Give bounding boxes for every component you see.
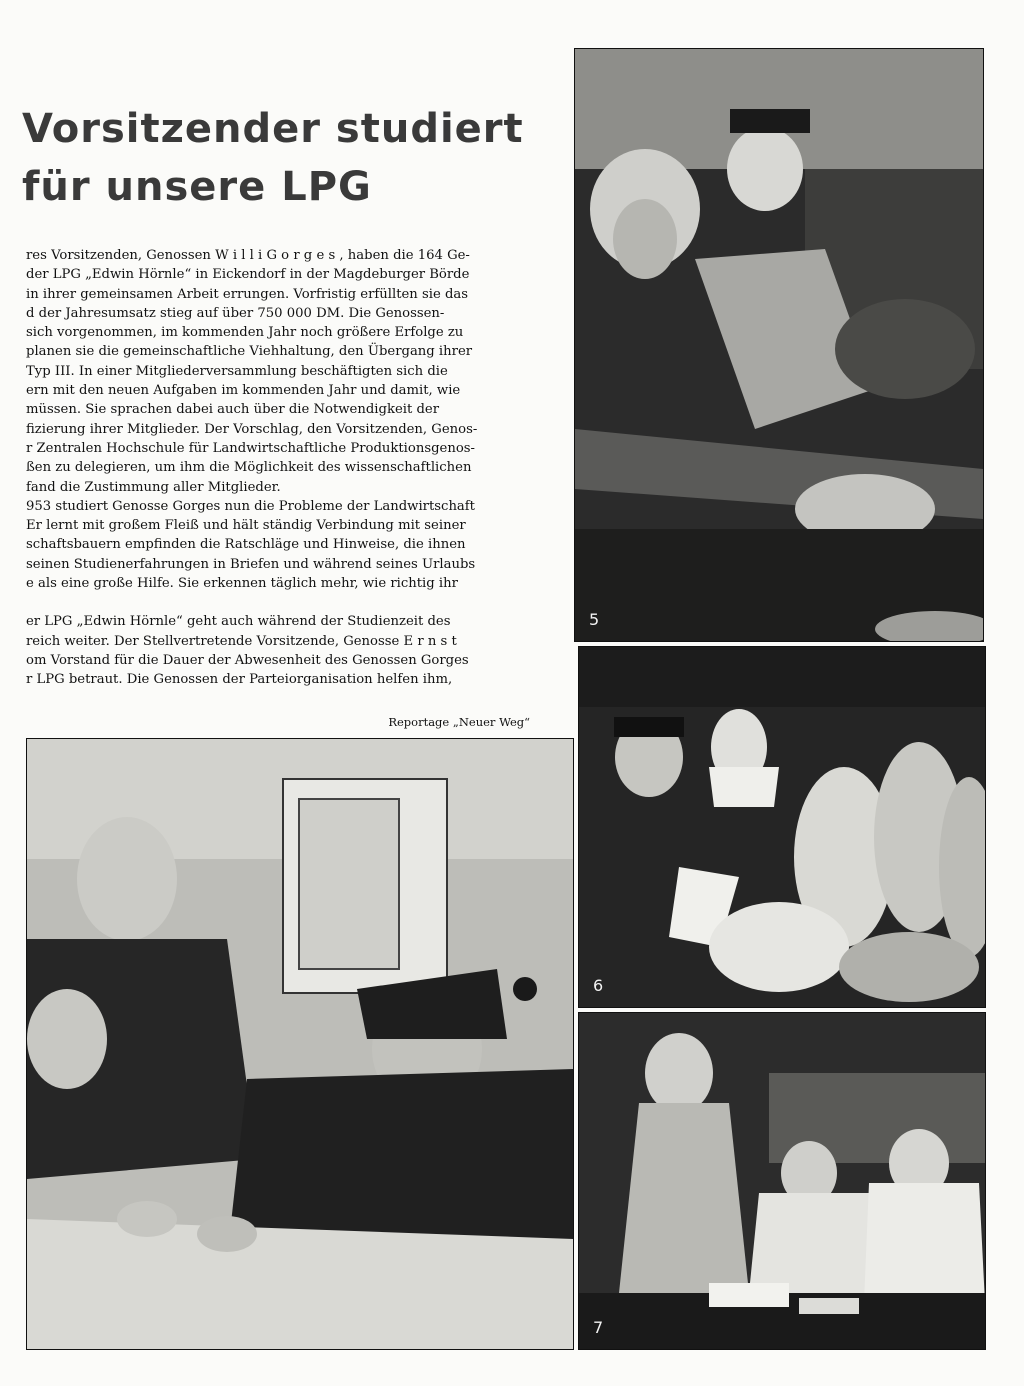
article-line: Typ III. In einer Mitgliederversammlung beschäftigten sich die <box>26 363 448 379</box>
article-line: fizierung ihrer Mitglieder. Der Vorschlag, den Vorsitzenden, Genos- <box>26 421 478 437</box>
article-line: er LPG „Edwin Hörnle“ geht auch während der Studienzeit des <box>26 614 451 630</box>
article-line: e als eine große Hilfe. Sie erkennen täglich mehr, wie richtig ihr <box>26 576 458 592</box>
article-line: r LPG betraut. Die Genossen der Parteiorganisation helfen ihm, <box>26 672 453 688</box>
article-line: r Zentralen Hochschule für Landwirtschaftliche Produktionsgenos- <box>26 440 475 456</box>
photo-7-number: 7 <box>593 1318 604 1337</box>
photo-men-at-table <box>26 738 574 1350</box>
article-line: fand die Zustimmung aller Mitglieder. <box>26 479 281 495</box>
article-line: schaftsbauern empfinden die Ratschläge und Hinweise, die ihnen <box>26 537 466 553</box>
article-line: om Vorstand für die Dauer der Abwesenheit des Genossen Gorges <box>26 652 469 668</box>
article-line: res Vorsitzenden, Genossen W i l l i G o r g e s , haben die 164 Ge- <box>26 248 470 263</box>
headline-line-1: Vorsitzender studiert <box>22 106 524 152</box>
article-line: sich vorgenommen, im kommenden Jahr noch größere Erfolge zu <box>26 325 464 341</box>
photo-5-number: 5 <box>589 610 600 629</box>
article-line: seinen Studienerfahrungen in Briefen und während seines Urlaubs <box>26 556 476 572</box>
article-line: ßen zu delegieren, um ihm die Möglichkeit des wissenschaftlichen <box>26 460 472 476</box>
article-line: ern mit den neuen Aufgaben im kommenden Jahr und damit, wie <box>26 383 461 399</box>
photo-5-image <box>575 49 983 641</box>
paragraph-gap <box>26 593 496 612</box>
photo-7-image <box>579 1013 985 1349</box>
article-line: müssen. Sie sprachen dabei auch über die Notwendigkeit der <box>26 402 440 418</box>
article-line: der LPG „Edwin Hörnle“ in Eickendorf in der Magdeburger Börde <box>26 267 470 283</box>
photo-6-image <box>579 647 985 1007</box>
photo-6-grain-sacks <box>578 646 986 1008</box>
article-line: planen sie die gemeinschaftliche Viehhaltung, den Übergang ihrer <box>26 344 473 360</box>
article-line: 953 studiert Genosse Gorges nun die Probleme der Landwirtschaft <box>26 498 475 514</box>
article-line: reich weiter. Der Stellvertretende Vorsitzende, Genosse E r n s t <box>26 633 457 649</box>
byline: Reportage „Neuer Weg“ <box>388 715 530 729</box>
article-body <box>26 246 496 690</box>
article-line: in ihrer gemeinsamen Arbeit errungen. Vorfristig erfüllten sie das <box>26 286 469 302</box>
article-line: d der Jahresumsatz stieg auf über 750 000 DM. Die Genossen- <box>26 305 445 321</box>
photo-6-number: 6 <box>593 976 604 995</box>
photo-men-image <box>27 739 573 1349</box>
photo-7-women-at-table <box>578 1012 986 1350</box>
article-line: Er lernt mit großem Fleiß und hält ständig Verbindung mit seiner <box>26 518 466 534</box>
headline-line-2: für unsere LPG <box>22 164 372 210</box>
headline <box>22 100 552 216</box>
photo-5-cattle-feeding <box>574 48 984 642</box>
